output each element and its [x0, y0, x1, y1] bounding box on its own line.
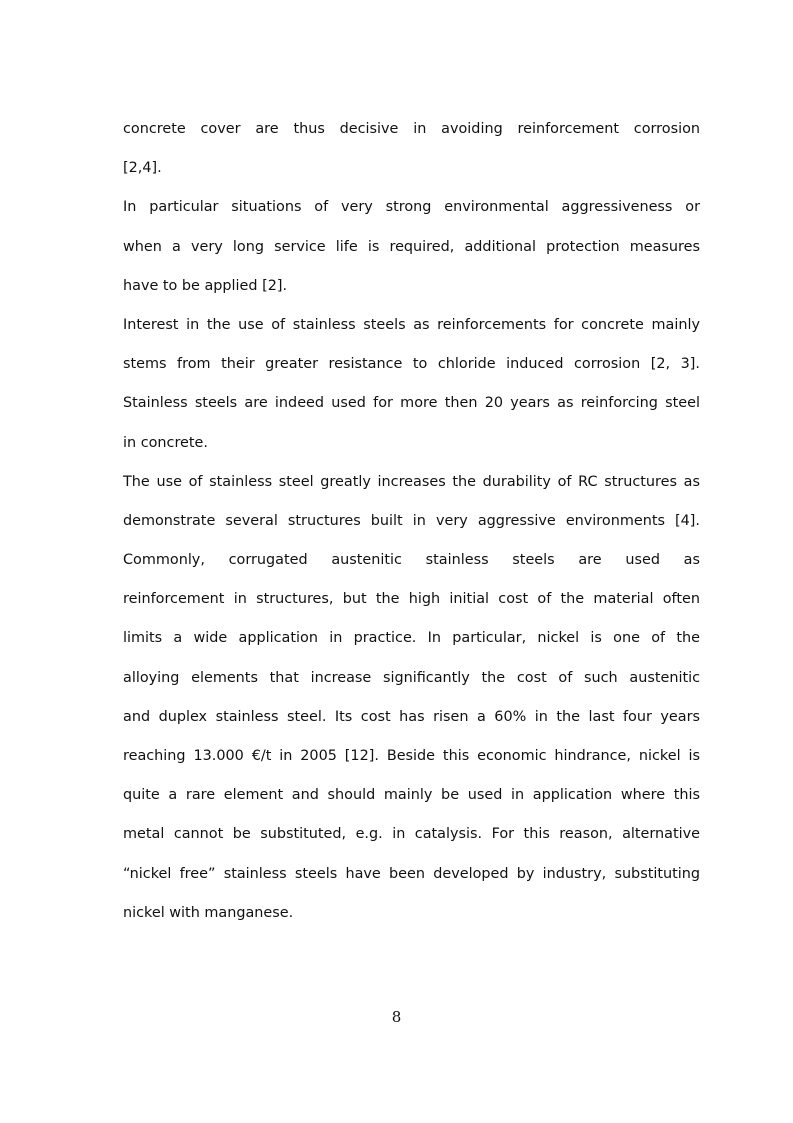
text-line: alloying elements that increase significantly the cost of such austenitic: [123, 669, 700, 686]
text-line: nickel with manganese.: [123, 904, 294, 921]
text-line: quite a rare element and should mainly be used in application where this: [123, 787, 700, 804]
text-line: reaching 13.000 €/t in 2005 [12]. Beside this economic hindrance, nickel is: [123, 748, 700, 764]
text-line: Commonly, corrugated austenitic stainless steels are used as: [123, 552, 700, 569]
text-line: and duplex stainless steel. Its cost has risen a 60% in the last four years: [123, 708, 700, 725]
text-line: Interest in the use of stainless steels as reinforcements for concrete mainly: [123, 316, 700, 333]
text-line: In particular situations of very strong environmental aggressiveness or: [123, 199, 700, 216]
text-line: metal cannot be substituted, e.g. in catalysis. For this reason, alternative: [123, 826, 700, 843]
text-line: The use of stainless steel greatly increases the durability of RC structures as: [123, 473, 700, 490]
page-number: 8: [391, 1008, 402, 1026]
text-line: Stainless steels are indeed used for more then 20 years as reinforcing steel: [123, 395, 700, 412]
text-line: limits a wide application in practice. In particular, nickel is one of the: [123, 630, 700, 647]
text-line: “nickel free” stainless steels have been developed by industry, substituting: [123, 865, 700, 882]
text-line: demonstrate several structures built in very aggressive environments [4].: [123, 512, 700, 529]
body-text: [123, 110, 700, 933]
text-line: concrete cover are thus decisive in avoiding reinforcement corrosion: [123, 121, 700, 137]
text-line: have to be applied [2].: [123, 277, 288, 294]
text-line: stems from their greater resistance to chloride induced corrosion [2, 3].: [123, 356, 700, 373]
text-line: when a very long service life is required, additional protection measures: [123, 238, 700, 255]
text-line: reinforcement in structures, but the high initial cost of the material often: [123, 591, 700, 608]
text-line: in concrete.: [123, 434, 208, 451]
text-line: [2,4].: [123, 160, 162, 177]
